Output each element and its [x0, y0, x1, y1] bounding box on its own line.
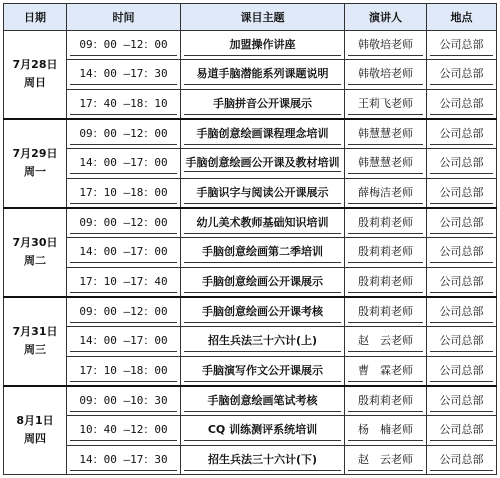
date-cell — [4, 386, 67, 475]
session-topic: 手脑创意绘画笔试考核 — [184, 390, 341, 412]
session-topic: 手脑创意绘画公开课考核 — [184, 301, 341, 323]
session-topic: 手脑创意绘画第二季培训 — [184, 241, 341, 263]
session-topic-cell — [181, 60, 345, 89]
table-row — [4, 327, 497, 356]
header-time: 时间 — [67, 4, 181, 31]
session-speaker: 韩慧慧老师 — [348, 123, 423, 145]
session-location-cell — [427, 178, 497, 208]
session-topic: CQ 训练测评系统培训 — [184, 419, 341, 441]
session-topic-cell — [181, 31, 345, 60]
session-speaker: 殷莉莉老师 — [348, 241, 423, 263]
header-date: 日期 — [4, 4, 67, 31]
session-location-cell — [427, 356, 497, 386]
date-label: 8月1日 — [16, 414, 54, 428]
session-speaker: 杨 楠老师 — [348, 419, 423, 441]
session-time-cell — [67, 238, 181, 267]
session-time: 09：00 —12：00 — [70, 301, 177, 323]
session-topic: 手脑创意绘画公开课展示 — [184, 271, 341, 293]
session-speaker: 曹 霖老师 — [348, 360, 423, 382]
session-time-cell — [67, 208, 181, 238]
header-row — [4, 4, 497, 31]
session-time-cell — [67, 327, 181, 356]
table-row — [4, 119, 497, 149]
session-time: 17：10 —18：00 — [70, 360, 177, 382]
session-location: 公司总部 — [430, 390, 493, 412]
session-time-cell — [67, 445, 181, 474]
table-row — [4, 31, 497, 60]
header-speaker: 演讲人 — [345, 4, 427, 31]
session-location: 公司总部 — [430, 212, 493, 234]
session-location: 公司总部 — [430, 330, 493, 352]
session-topic-cell — [181, 89, 345, 119]
session-topic-cell — [181, 416, 345, 445]
session-topic: 手脑创意绘画公开课及教材培训 — [184, 154, 341, 172]
session-time: 09：00 —12：00 — [70, 34, 177, 56]
session-location: 公司总部 — [430, 449, 493, 471]
session-time: 14：00 —17：00 — [70, 241, 177, 263]
session-time: 09：00 —12：00 — [70, 123, 177, 145]
date-label: 7月29日 — [12, 147, 58, 161]
session-location: 公司总部 — [430, 63, 493, 85]
session-location-cell — [427, 60, 497, 89]
session-location-cell — [427, 327, 497, 356]
session-time: 10：40 —12：00 — [70, 419, 177, 441]
session-location-cell — [427, 208, 497, 238]
session-location: 公司总部 — [430, 182, 493, 204]
session-speaker: 薛梅洁老师 — [348, 182, 423, 204]
session-topic: 手脑识字与阅读公开课展示 — [184, 182, 341, 204]
session-topic-cell — [181, 386, 345, 416]
session-time: 09：00 —10：30 — [70, 390, 177, 412]
session-speaker: 殷莉莉老师 — [348, 212, 423, 234]
session-time-cell — [67, 386, 181, 416]
session-time-cell — [67, 416, 181, 445]
session-time: 14：00 —17：30 — [70, 449, 177, 471]
session-speaker-cell — [345, 356, 427, 386]
session-topic-cell — [181, 178, 345, 208]
date-cell — [4, 31, 67, 119]
session-location: 公司总部 — [430, 241, 493, 263]
session-topic-cell — [181, 208, 345, 238]
session-topic: 手脑拼音公开课展示 — [184, 93, 341, 115]
session-speaker-cell — [345, 238, 427, 267]
session-speaker: 韩慧慧老师 — [348, 152, 423, 174]
session-topic: 招生兵法三十六计(下) — [184, 449, 341, 471]
session-time: 17：40 —18：10 — [70, 93, 177, 115]
table-row — [4, 386, 497, 416]
session-location: 公司总部 — [430, 152, 493, 174]
session-location-cell — [427, 31, 497, 60]
session-time: 17：10 —18：00 — [70, 182, 177, 204]
session-topic: 加盟操作讲座 — [184, 34, 341, 56]
session-topic-cell — [181, 119, 345, 149]
table-row — [4, 267, 497, 297]
session-location: 公司总部 — [430, 360, 493, 382]
session-speaker: 殷莉莉老师 — [348, 301, 423, 323]
session-location-cell — [427, 119, 497, 149]
session-time: 14：00 —17：00 — [70, 152, 177, 174]
session-speaker-cell — [345, 445, 427, 474]
session-topic-cell — [181, 445, 345, 474]
session-location-cell — [427, 149, 497, 178]
date-cell — [4, 297, 67, 386]
schedule-body — [4, 31, 497, 475]
session-location-cell — [427, 445, 497, 474]
session-location: 公司总部 — [430, 93, 493, 115]
session-time: 14：00 —17：00 — [70, 330, 177, 352]
weekday-label: 周一 — [24, 165, 46, 179]
session-time-cell — [67, 267, 181, 297]
table-row — [4, 356, 497, 386]
session-speaker-cell — [345, 267, 427, 297]
session-topic-cell — [181, 267, 345, 297]
session-speaker: 殷莉莉老师 — [348, 271, 423, 293]
session-topic: 幼儿美术教师基础知识培训 — [184, 212, 341, 234]
session-speaker-cell — [345, 89, 427, 119]
session-speaker: 韩敬培老师 — [348, 63, 423, 85]
session-speaker-cell — [345, 119, 427, 149]
header-location: 地点 — [427, 4, 497, 31]
session-topic-cell — [181, 149, 345, 178]
session-location-cell — [427, 238, 497, 267]
session-location: 公司总部 — [430, 123, 493, 145]
weekday-label: 周三 — [24, 343, 46, 357]
session-speaker: 殷莉莉老师 — [348, 390, 423, 412]
table-row — [4, 297, 497, 327]
weekday-label: 周日 — [24, 76, 46, 90]
weekday-label: 周二 — [24, 254, 46, 268]
session-time: 17：10 —17：40 — [70, 271, 177, 293]
session-speaker: 王莉飞老师 — [348, 93, 423, 115]
weekday-label: 周四 — [24, 432, 46, 446]
session-time-cell — [67, 31, 181, 60]
session-topic: 手脑演写作文公开课展示 — [184, 360, 341, 382]
session-speaker: 赵 云老师 — [348, 449, 423, 471]
session-time-cell — [67, 178, 181, 208]
session-speaker-cell — [345, 416, 427, 445]
table-row — [4, 149, 497, 178]
session-speaker-cell — [345, 327, 427, 356]
session-speaker-cell — [345, 60, 427, 89]
session-time-cell — [67, 149, 181, 178]
session-topic: 手脑创意绘画课程理念培训 — [184, 123, 341, 145]
date-label: 7月28日 — [12, 58, 58, 72]
session-speaker-cell — [345, 178, 427, 208]
session-speaker: 赵 云老师 — [348, 330, 423, 352]
table-row — [4, 178, 497, 208]
session-location-cell — [427, 386, 497, 416]
session-location-cell — [427, 297, 497, 327]
session-time-cell — [67, 89, 181, 119]
session-topic-cell — [181, 238, 345, 267]
session-location: 公司总部 — [430, 271, 493, 293]
date-label: 7月30日 — [12, 236, 58, 250]
session-topic-cell — [181, 297, 345, 327]
session-location: 公司总部 — [430, 419, 493, 441]
table-row — [4, 416, 497, 445]
session-topic: 易道手脑潜能系列课题说明 — [184, 63, 341, 85]
date-label: 7月31日 — [12, 325, 58, 339]
session-location-cell — [427, 416, 497, 445]
session-speaker-cell — [345, 208, 427, 238]
session-time-cell — [67, 119, 181, 149]
table-row — [4, 208, 497, 238]
session-location: 公司总部 — [430, 34, 493, 56]
session-speaker-cell — [345, 297, 427, 327]
session-speaker-cell — [345, 149, 427, 178]
session-topic: 招生兵法三十六计(上) — [184, 330, 341, 352]
session-location-cell — [427, 267, 497, 297]
table-row — [4, 89, 497, 119]
session-time-cell — [67, 60, 181, 89]
session-time: 14：00 —17：30 — [70, 63, 177, 85]
schedule-table — [3, 3, 497, 475]
date-cell — [4, 119, 67, 208]
session-topic-cell — [181, 327, 345, 356]
table-row — [4, 445, 497, 474]
table-row — [4, 60, 497, 89]
session-time-cell — [67, 356, 181, 386]
session-time-cell — [67, 297, 181, 327]
session-speaker-cell — [345, 386, 427, 416]
session-speaker-cell — [345, 31, 427, 60]
session-location-cell — [427, 89, 497, 119]
header-topic: 课目主题 — [181, 4, 345, 31]
session-location: 公司总部 — [430, 301, 493, 323]
date-cell — [4, 208, 67, 297]
session-speaker: 韩敬培老师 — [348, 34, 423, 56]
table-row — [4, 238, 497, 267]
session-topic-cell — [181, 356, 345, 386]
session-time: 09：00 —12：00 — [70, 212, 177, 234]
